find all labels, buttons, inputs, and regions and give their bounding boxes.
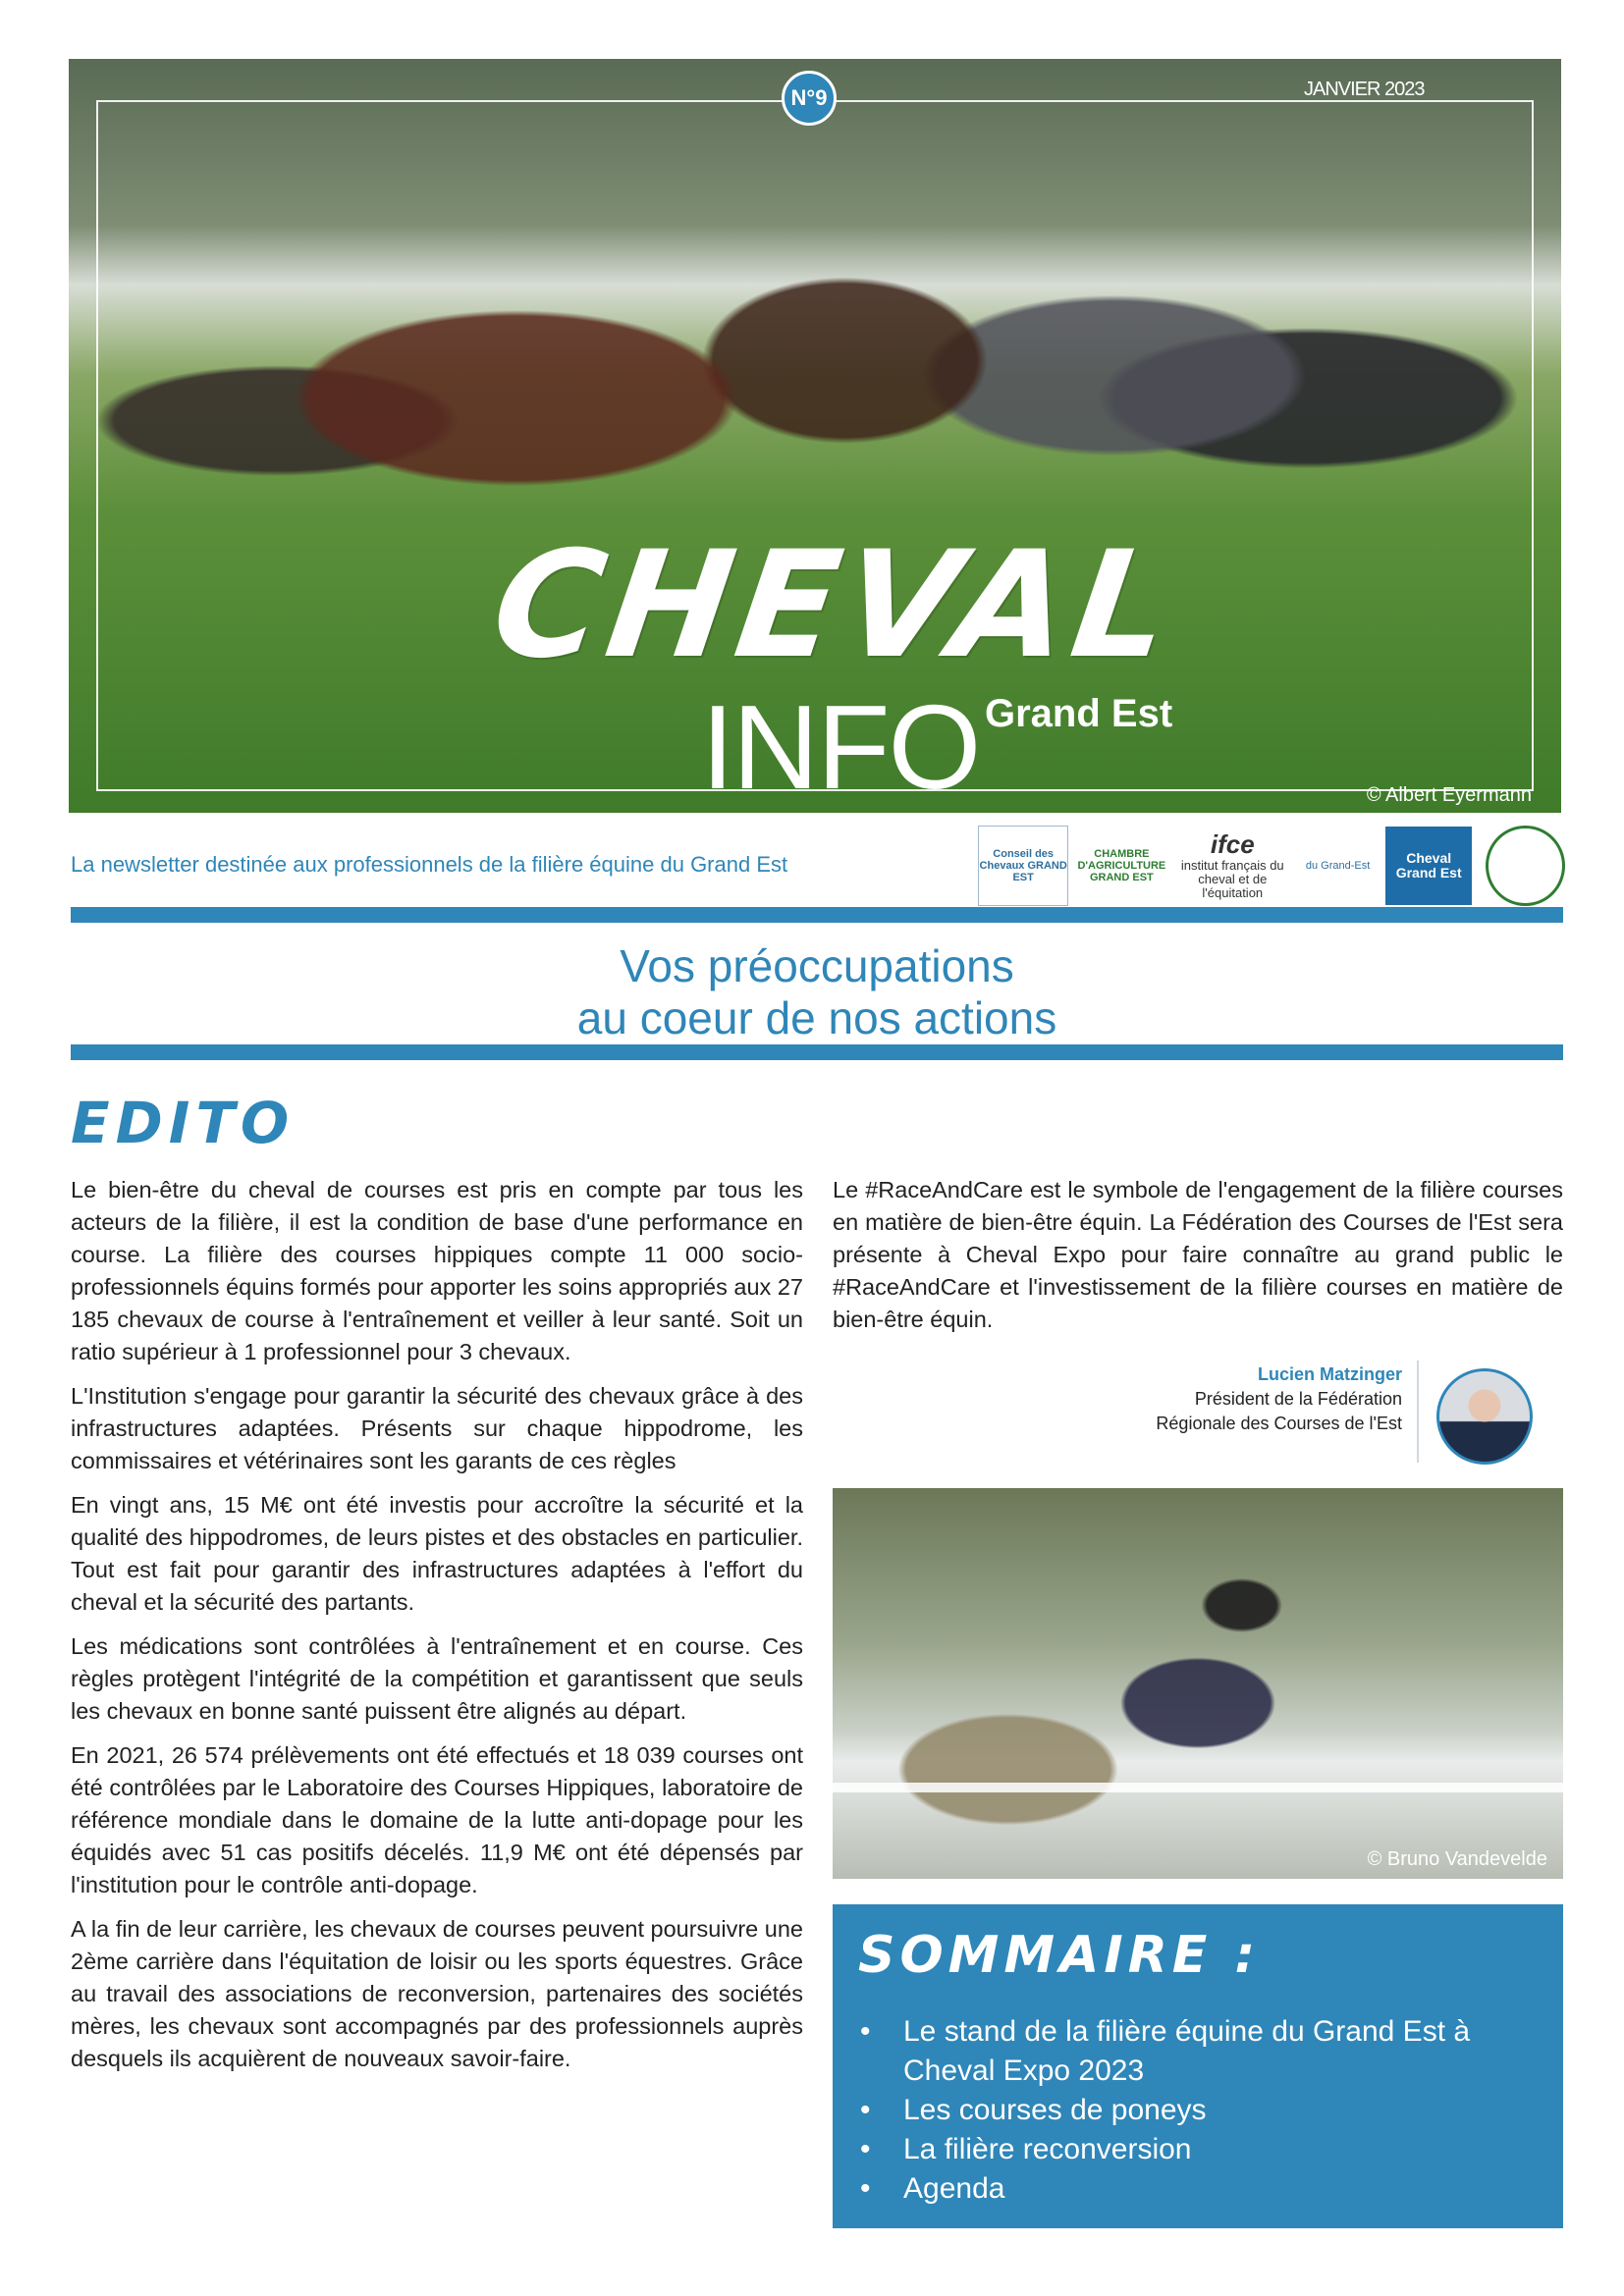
- conseil-chevaux-logo: Conseil des Chevaux GRAND EST: [978, 826, 1068, 906]
- ifce-logo: ifce institut français du cheval et de l'équitation: [1180, 829, 1284, 901]
- headline-line-1: Vos préoccupations: [620, 940, 1014, 991]
- signature-divider: [1417, 1361, 1419, 1463]
- chambre-agriculture-logo: CHAMBRE D'AGRICULTURE GRAND EST: [1077, 847, 1166, 884]
- sommaire-title: SOMMAIRE :: [858, 1926, 1261, 1985]
- signature-role-line-1: Président de la Fédération: [1194, 1389, 1402, 1409]
- top-rule: [71, 907, 1563, 923]
- bottom-rule: [71, 1044, 1563, 1060]
- edito-paragraph: Le bien-être du cheval de courses est pris en compte par tous les acteurs de la filière, il est la condition de base d'une performance en course. La filière des courses hippiques compte 11 000 socio-professionnels équins formés pour apporter les soins appropriés aux 27 185 chevaux de course à l'entraînement et veiller à leur santé. Soit un ratio supérieur à 1 professionnel pour 3 chevaux.: [71, 1177, 803, 1364]
- hero-image: [69, 59, 1561, 813]
- headline: [71, 940, 1563, 1044]
- newsletter-subtitle-info: INFO: [701, 680, 980, 813]
- newsletter-region: Grand Est: [985, 692, 1173, 735]
- photo-credit: © Albert Eyermann: [1366, 784, 1532, 806]
- newsletter-title: CHEVAL: [482, 520, 1187, 691]
- edito-paragraph: Les médications sont contrôlées à l'entraînement et en course. Ces règles protègent l'intégrité de la compétition et garantissent que seuls les chevaux en bonne santé puissent être alignés au départ.: [71, 1633, 803, 1724]
- edito-paragraph: L'Institution s'engage pour garantir la sécurité des chevaux grâce à des infrastructures adaptées. Présents sur chaque hippodrome, les commissaires et vétérinaires sont les garants de ces règles: [71, 1383, 803, 1473]
- federation-courses-logo: [1486, 826, 1565, 906]
- partner-logos: [978, 823, 1565, 909]
- tagline: La newsletter destinée aux professionnels de la filière équine du Grand Est: [71, 852, 788, 877]
- edito-left-column: [71, 1174, 803, 2087]
- edito-paragraph: A la fin de leur carrière, les chevaux de courses peuvent poursuivre une 2ème carrière dans l'équitation de loisir ou les sports équestres. Grâce au travail des associations de reconversion, partenaires des sociétés mères, les chevaux sont accompagnés par des professionnels auprès desquels ils acquièrent de nouveaux savoir-faire.: [71, 1916, 803, 2071]
- photo-fence: [833, 1783, 1563, 1792]
- comite-regional-logo: du Grand-Est: [1305, 859, 1371, 872]
- sommaire-item: • La filière reconversion: [856, 2130, 1543, 2169]
- edito-paragraph: Le #RaceAndCare est le symbole de l'engagement de la filière courses en matière de bien-être équin. La Fédération des Courses de l'Est sera présente à Cheval Expo pour faire connaître au grand public le #RaceAndCare et l'investissement de la filière courses en matière de bien-être équin.: [833, 1177, 1563, 1332]
- sommaire-item: • Le stand de la filière équine du Grand Est à Cheval Expo 2023: [856, 2012, 1543, 2091]
- author-portrait: [1436, 1368, 1533, 1465]
- sommaire-item: • Agenda: [856, 2169, 1543, 2209]
- horse-cooling-photo: [833, 1488, 1563, 1879]
- edito-paragraph: En vingt ans, 15 M€ ont été investis pour accroître la sécurité et la qualité des hippodromes, de leurs pistes et des obstacles en particulier. Tout est fait pour garantir des infrastructures adaptées à l'effort du cheval et la sécurité des partants.: [71, 1492, 803, 1615]
- edito-title: EDITO: [71, 1090, 296, 1156]
- cheval-grand-est-logo: Cheval Grand Est: [1385, 827, 1472, 905]
- sommaire-box: [833, 1904, 1563, 2228]
- signature-name: Lucien Matzinger: [1257, 1364, 1402, 1384]
- signature-role-line-2: Régionale des Courses de l'Est: [1156, 1414, 1402, 1433]
- edito-paragraph: En 2021, 26 574 prélèvements ont été effectués et 18 039 courses ont été contrôlées par le Laboratoire des Courses Hippiques, laboratoire de référence mondiale dans le domaine de la lutte anti-dopage pour les équidés avec 51 cas positifs décelés. 11,9 M€ ont été dépensés par l'institution pour le contrôle anti-dopage.: [71, 1742, 803, 1897]
- issue-date: JANVIER 2023: [1304, 79, 1425, 100]
- headline-line-2: au coeur de nos actions: [576, 991, 1057, 1043]
- signature: [1021, 1362, 1402, 1436]
- edito-right-column: [833, 1174, 1563, 1336]
- sommaire-item: • Les courses de poneys: [856, 2091, 1543, 2130]
- sommaire-list: [856, 2012, 1543, 2209]
- issue-badge: N°9: [782, 71, 837, 126]
- photo-credit: © Bruno Vandevelde: [1367, 1848, 1547, 1870]
